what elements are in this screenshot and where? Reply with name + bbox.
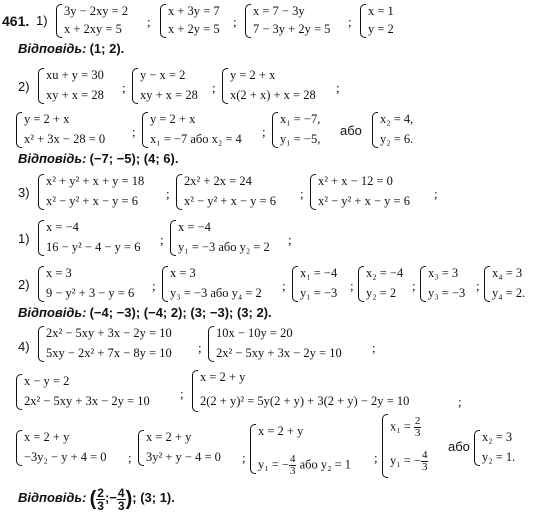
separator: ; xyxy=(288,232,292,247)
answer-value: (−7; −5); (4; 6). xyxy=(89,151,179,166)
separator: ; xyxy=(180,386,184,401)
equation: y = 2 + x xyxy=(230,68,276,82)
case-label-2: 2) xyxy=(18,277,30,292)
separator: ; xyxy=(147,14,151,29)
brace xyxy=(142,112,148,148)
brace xyxy=(222,68,228,104)
brace xyxy=(160,4,166,38)
denominator: 3 xyxy=(414,427,421,439)
answer-value: ; (3; 1). xyxy=(132,490,175,505)
equation: y = 2 xyxy=(368,22,394,36)
equation-part: x₁ = xyxy=(390,419,411,434)
answer-label: Відповідь: xyxy=(18,305,87,320)
brace xyxy=(38,220,44,256)
equation: y = 2 + x xyxy=(24,112,70,126)
equation: xy + x = 28 xyxy=(46,88,104,102)
paren: ) xyxy=(125,488,133,511)
answer-value: (−4; −3); (−4; 2); (3; −3); (3; 2). xyxy=(89,305,272,320)
equation: 2(2 + y)² = 5y(2 + y) + 3(2 + y) − 2y = 10 xyxy=(200,394,410,408)
equation xyxy=(390,416,421,439)
separator: ; xyxy=(160,232,164,247)
brace xyxy=(38,326,44,362)
equation: xu + y = 30 xyxy=(46,68,104,82)
brace xyxy=(484,266,490,302)
fraction xyxy=(421,450,429,473)
separator: ; xyxy=(132,124,136,139)
brace xyxy=(38,174,44,210)
equation: −3y₂ − y + 4 = 0 xyxy=(24,450,107,464)
brace xyxy=(16,112,22,148)
separator: ; xyxy=(262,124,266,139)
fraction xyxy=(96,487,105,512)
brace xyxy=(272,112,278,148)
equation: x² + y² + x + y = 18 xyxy=(46,174,145,188)
part-label-4: 4) xyxy=(18,339,30,354)
equation: x = 3 xyxy=(170,266,196,280)
equation: xy + x = 28 xyxy=(140,88,198,102)
brace xyxy=(38,266,44,302)
separator: ; xyxy=(476,278,480,293)
equation: x₁ = −7 або x₂ = 4 xyxy=(150,132,242,146)
equation: 9 − y² + 3 − y = 6 xyxy=(46,286,135,300)
separator: ; xyxy=(350,278,354,293)
equation: x² − y² + x − y = 6 xyxy=(318,194,410,208)
separator: ; xyxy=(348,14,352,29)
fraction xyxy=(414,416,422,439)
equation xyxy=(390,450,428,473)
equation: y₃ = −3 xyxy=(428,286,466,300)
equation: y₄ = 2. xyxy=(492,286,526,300)
equation: x = 2 + y xyxy=(24,430,70,444)
separator: ; xyxy=(152,278,156,293)
equation: 2x² − 5xy + 3x − 2y = 10 xyxy=(46,326,172,340)
equation: y₂ = 2 xyxy=(366,286,397,300)
numerator: 2 xyxy=(414,415,421,427)
equation: x − y = 2 xyxy=(24,374,70,388)
answer-value: (1; 2). xyxy=(89,41,125,56)
brace xyxy=(162,266,168,302)
equation: 2x² − 5xy + 3x − 2y = 10 xyxy=(216,346,342,360)
equation: x = 1 xyxy=(368,4,394,18)
equation xyxy=(258,454,351,477)
part-label-2: 2) xyxy=(18,79,30,94)
semicolon: ; xyxy=(104,490,110,505)
brace xyxy=(176,174,182,210)
part-label-3: 3) xyxy=(18,185,30,200)
separator: ; xyxy=(372,340,376,355)
separator: ; xyxy=(128,450,132,465)
equation-part: або y₂ = 1 xyxy=(299,457,352,472)
separator: ; xyxy=(412,278,416,293)
separator: ; xyxy=(300,186,304,201)
equation: x = 2 + y xyxy=(146,430,192,444)
brace xyxy=(16,430,22,466)
or-word: або xyxy=(340,123,362,138)
separator: ; xyxy=(282,278,286,293)
equation: y₁ = −3 xyxy=(300,286,338,300)
brace xyxy=(360,4,366,38)
brace xyxy=(245,4,251,38)
brace xyxy=(474,430,480,466)
brace xyxy=(382,414,388,478)
equation: x + 3y = 7 xyxy=(168,4,220,18)
equation: y − x = 2 xyxy=(140,68,186,82)
equation: x = 2 + y xyxy=(200,370,246,384)
part-label-1: 1) xyxy=(36,13,48,28)
equation: x₃ = 3 xyxy=(428,266,459,280)
brace xyxy=(250,424,256,474)
fraction xyxy=(117,487,126,512)
equation: 2x² − 5xy + 3x − 2y = 10 xyxy=(24,394,150,408)
equation: x₂ = 3 xyxy=(482,430,513,444)
answer-line-2 xyxy=(18,152,178,166)
numerator: 2 xyxy=(97,485,104,500)
equation: 3y − 2xy = 2 xyxy=(64,4,129,18)
equation: x² − y² + x − y = 6 xyxy=(46,194,138,208)
equation: x₁ = −7, xyxy=(280,112,321,126)
brace xyxy=(170,220,176,256)
brace xyxy=(132,68,138,104)
equation: y₂ = 1. xyxy=(482,450,516,464)
separator: ; xyxy=(458,394,462,409)
equation: x₁ = −4 xyxy=(300,266,338,280)
numerator: 4 xyxy=(117,485,125,500)
equation: x + 2xy = 5 xyxy=(64,22,122,36)
brace xyxy=(420,266,426,302)
equation: x₂ = −4 xyxy=(366,266,404,280)
denominator: 3 xyxy=(289,465,296,477)
denominator: 3 xyxy=(97,498,104,513)
separator: ; xyxy=(166,186,170,201)
numerator: 4 xyxy=(289,453,296,465)
equation: x = 3 xyxy=(46,266,72,280)
brace xyxy=(56,4,62,38)
fraction xyxy=(289,454,297,477)
separator: ; xyxy=(336,80,340,95)
case-label-1: 1) xyxy=(18,231,30,246)
equation: x² − y² + x − y = 6 xyxy=(184,194,276,208)
equation: x = 2 + y xyxy=(258,424,304,438)
equation-part: y₁ = − xyxy=(258,457,289,472)
paren: ( xyxy=(89,488,97,511)
brace xyxy=(358,266,364,302)
brace xyxy=(292,266,298,302)
separator: ; xyxy=(122,80,126,95)
equation: x₂ = 4, xyxy=(380,112,414,126)
equation: y = 2 + x xyxy=(150,112,196,126)
equation: y₁ = −5, xyxy=(280,132,321,146)
brace xyxy=(310,174,316,210)
equation: 3y² + y − 4 = 0 xyxy=(146,450,221,464)
or-word: або xyxy=(448,439,470,454)
equation-part: y₁ = − xyxy=(390,453,421,468)
brace xyxy=(208,326,214,362)
minus: − xyxy=(109,490,117,505)
equation: 5xy − 2x² + 7x − 8y = 10 xyxy=(46,346,172,360)
brace xyxy=(138,430,144,466)
equation: 2x² + 2x = 24 xyxy=(184,174,252,188)
separator: ; xyxy=(374,450,378,465)
equation: x + 2y = 5 xyxy=(168,22,220,36)
answer-line-4 xyxy=(18,484,175,513)
equation: x(2 + x) + x = 28 xyxy=(230,88,316,102)
equation: x₄ = 3 xyxy=(492,266,523,280)
equation: y₂ = 6. xyxy=(380,132,414,146)
brace xyxy=(372,112,378,148)
brace xyxy=(38,68,44,104)
brace xyxy=(192,370,198,412)
separator: ; xyxy=(198,340,202,355)
equation: x = −4 xyxy=(46,220,79,234)
equation: x = −4 xyxy=(178,220,211,234)
equation: x² + x − 12 = 0 xyxy=(318,174,393,188)
answer-label: Відповідь: xyxy=(18,151,87,166)
answer-label: Відповідь: xyxy=(18,490,87,505)
equation: x² + 3x − 28 = 0 xyxy=(24,132,106,146)
separator: ; xyxy=(242,450,246,465)
separator: ; xyxy=(233,14,237,29)
brace xyxy=(16,374,22,410)
separator: ; xyxy=(434,186,438,201)
equation: y₁ = −3 або y₂ = 2 xyxy=(178,240,270,254)
equation: x = 7 − 3y xyxy=(253,4,305,18)
equation: 7 − 3y + 2y = 5 xyxy=(253,22,331,36)
equation: 10x − 10y = 20 xyxy=(216,326,293,340)
answer-line-1 xyxy=(18,42,124,56)
problem-number: 461. xyxy=(2,13,30,29)
answer-line-3 xyxy=(18,306,272,320)
answer-label: Відповідь: xyxy=(18,41,87,56)
denominator: 3 xyxy=(421,461,428,473)
numerator: 4 xyxy=(421,449,428,461)
equation: y₃ = −3 або y₄ = 2 xyxy=(170,286,262,300)
separator: ; xyxy=(212,80,216,95)
equation: 16 − y² − 4 − y = 6 xyxy=(46,240,141,254)
denominator: 3 xyxy=(117,498,125,513)
